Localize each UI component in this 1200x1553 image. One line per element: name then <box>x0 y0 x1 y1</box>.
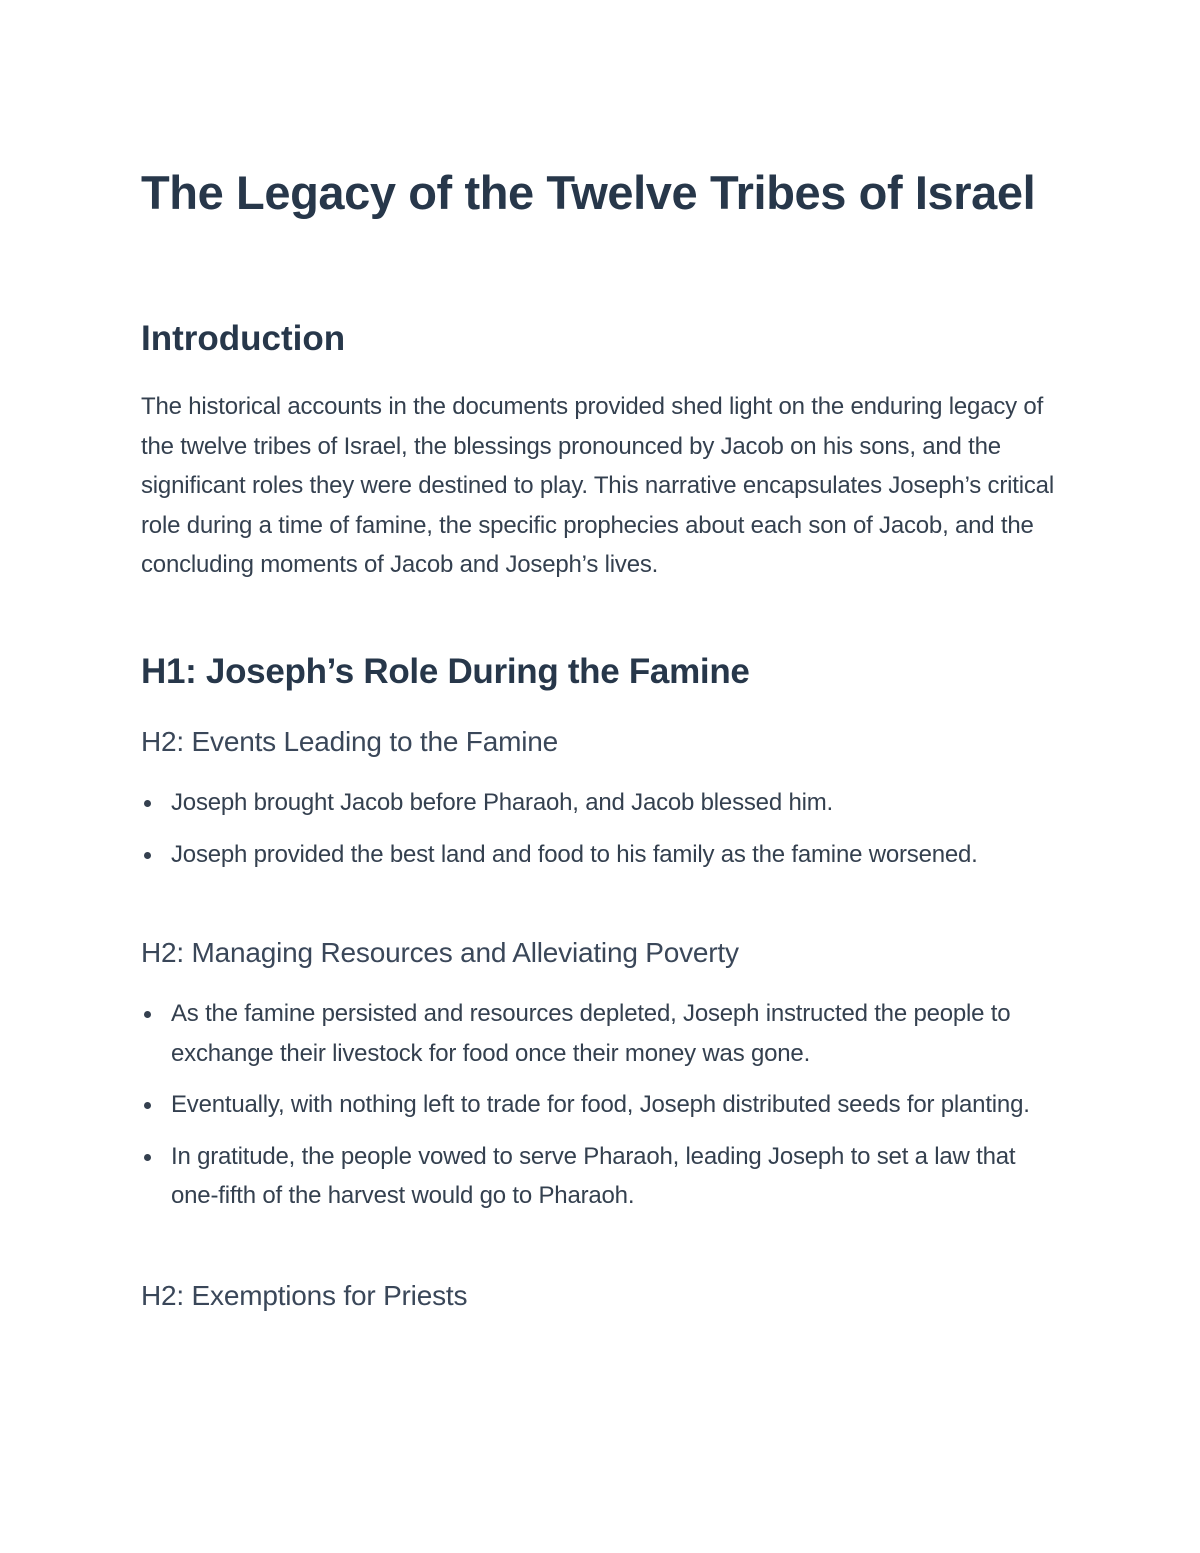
list-item-text: Eventually, with nothing left to trade for food, Joseph distributed seeds for planting. <box>171 1091 1030 1119</box>
bullet-list-managing-resources <box>141 994 1056 1228</box>
list-item <box>141 994 1056 1073</box>
list-item <box>141 783 1056 823</box>
subsection-heading-managing-resources: H2: Managing Resources and Alleviating Poverty <box>141 937 739 968</box>
list-item-text: Joseph provided the best land and food to his family as the famine worsened. <box>171 840 978 868</box>
list-item <box>141 835 1056 875</box>
bullet-dot-icon <box>144 1154 151 1161</box>
introduction-heading: Introduction <box>141 319 346 358</box>
bullet-dot-icon <box>144 1011 151 1018</box>
subsection-heading-events: H2: Events Leading to the Famine <box>141 726 558 757</box>
document-title: The Legacy of the Twelve Tribes of Israel <box>141 166 1036 219</box>
list-item <box>141 1085 1056 1125</box>
bullet-dot-icon <box>144 852 151 859</box>
bullet-list-events <box>141 783 1056 886</box>
list-item-text: In gratitude, the people vowed to serve Pharaoh, leading Joseph to set a law that one-fifth of the harvest would go to Pharaoh. <box>171 1142 1016 1210</box>
subsection-heading-exemptions: H2: Exemptions for Priests <box>141 1280 468 1311</box>
list-item-text: Joseph brought Jacob before Pharaoh, and Jacob blessed him. <box>171 789 833 816</box>
section-heading-josephs-role: H1: Joseph’s Role During the Famine <box>141 652 750 691</box>
bullet-dot-icon <box>144 800 151 807</box>
list-item-text: As the famine persisted and resources depleted, Joseph instructed the people to exchange their livestock for food once their money was gone. <box>171 1000 1011 1067</box>
bullet-dot-icon <box>144 1102 151 1109</box>
list-item <box>141 1137 1056 1216</box>
introduction-paragraph: The historical accounts in the documents provided shed light on the enduring legacy of the twelve tribes of Israel, the blessings pronounced by Jacob on his sons, and the significant roles they were destined to play. This narrative encapsulates Joseph’s critical role during a time of famine, the specific prophecies about each son of Jacob, and the concluding moments of Jacob and Joseph’s lives. <box>141 393 1054 579</box>
